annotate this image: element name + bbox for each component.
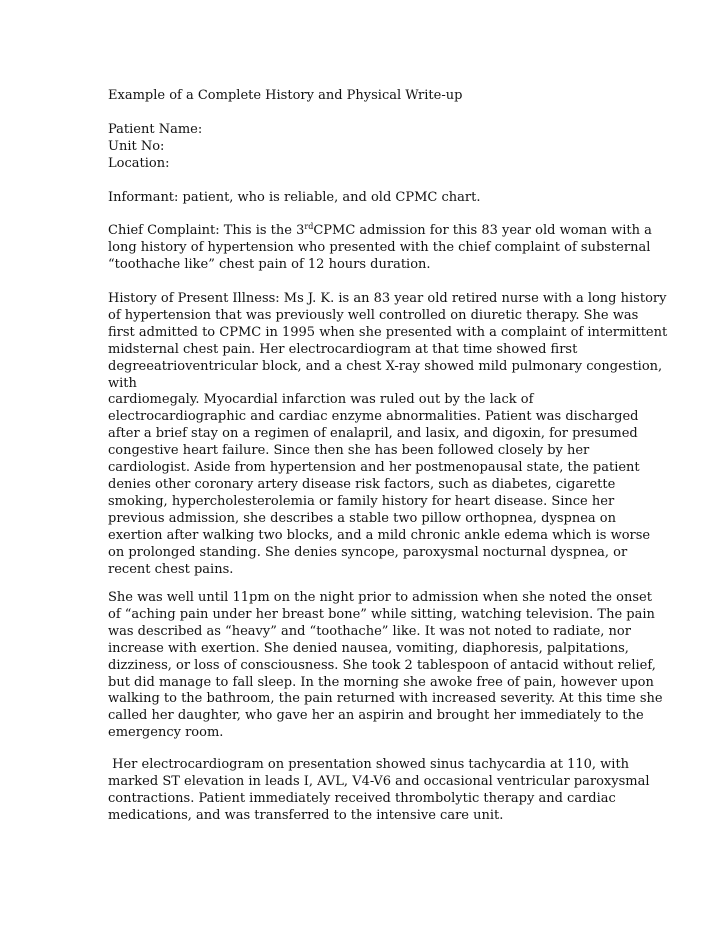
onset-line: walking to the bathroom, the pain returned with increased severity. At this time she [108,691,663,707]
hpi-line: first admitted to CPMC in 1995 when she presented with a complaint of intermittent [108,324,668,340]
ekg-line: Her electrocardiogram on presentation showed sinus tachycardia at 110, with [108,757,630,772]
chief-complaint-line: “toothache like” chest pain of 12 hours duration. [108,256,431,272]
hpi-line: after a brief stay on a regimen of enalapril, and lasix, and digoxin, for presumed [108,426,638,442]
hpi-line: with [108,375,137,391]
patient-fields [108,122,628,173]
chief-complaint-line: Chief Complaint: This is the 3rdCPMC admission for this 83 year old woman with a [108,222,652,238]
ekg-line: marked ST elevation in leads I, AVL, V4-V6 and occasional ventricular paroxysmal [108,773,650,789]
ekg-line: contractions. Patient immediately received thrombolytic therapy and cardiac [108,790,616,806]
hpi-line: midsternal chest pain. Her electrocardiogram at that time showed first [108,341,578,357]
hpi-line: on prolonged standing. She denies syncope, paroxysmal nocturnal dyspnea, or [108,544,628,560]
onset-line: increase with exertion. She denied nausea, vomiting, diaphoresis, palpitations, [108,640,629,656]
unit-number-field: Unit No: [108,138,165,154]
onset-line: called her daughter, who gave her an aspirin and brought her immediately to the [108,708,644,724]
hpi-line: denies other coronary artery disease risk factors, such as diabetes, cigarette [108,476,616,492]
hpi-line: electrocardiographic and cardiac enzyme abnormalities. Patient was discharged [108,409,639,425]
onset-paragraph [108,590,663,742]
patient-name-field: Patient Name: [108,122,203,137]
onset-line: emergency room. [108,725,224,741]
history-present-illness-paragraph [108,291,668,578]
hpi-line: cardiomegaly. Myocardial infarction was ruled out by the lack of [108,392,534,408]
hpi-line: congestive heart failure. Since then she has been followed closely by her [108,443,590,459]
hpi-line: previous admission, she describes a stable two pillow orthopnea, dyspnea on [108,510,616,526]
onset-line: of “aching pain under her breast bone” while sitting, watching television. The pain [108,606,655,622]
ekg-line: medications, and was transferred to the intensive care unit. [108,807,504,823]
chief-complaint-line: long history of hypertension who presented with the chief complaint of substernal [108,239,651,255]
chief-complaint-paragraph [108,222,652,274]
onset-line: was described as “heavy” and “toothache” like. It was not noted to radiate, nor [108,623,631,639]
informant-paragraph: Informant: patient, who is reliable, and old CPMC chart. [108,190,481,205]
document-title: Example of a Complete History and Physical Write-up [108,88,463,103]
electrocardiogram-paragraph [108,757,650,825]
hpi-line: recent chest pains. [108,561,234,577]
hpi-line: cardiologist. Aside from hypertension and her postmenopausal state, the patient [108,460,640,476]
hpi-line: History of Present Illness: Ms J. K. is an 83 year old retired nurse with a long history [108,291,667,306]
hpi-line: degreeatrioventricular block, and a chest X-ray showed mild pulmonary congestion, [108,358,663,374]
location-field: Location: [108,155,170,171]
onset-line: dizziness, or loss of consciousness. She took 2 tablespoon of antacid without relief, [108,657,656,673]
hpi-line: exertion after walking two blocks, and a mild chronic ankle edema which is worse [108,527,651,543]
hpi-line: of hypertension that was previously well controlled on diuretic therapy. She was [108,307,639,323]
onset-line: She was well until 11pm on the night prior to admission when she noted the onset [108,590,652,605]
hpi-line: smoking, hypercholesterolemia or family history for heart disease. Since her [108,493,615,509]
onset-line: but did manage to fall sleep. In the morning she awoke free of pain, however upon [108,674,654,690]
